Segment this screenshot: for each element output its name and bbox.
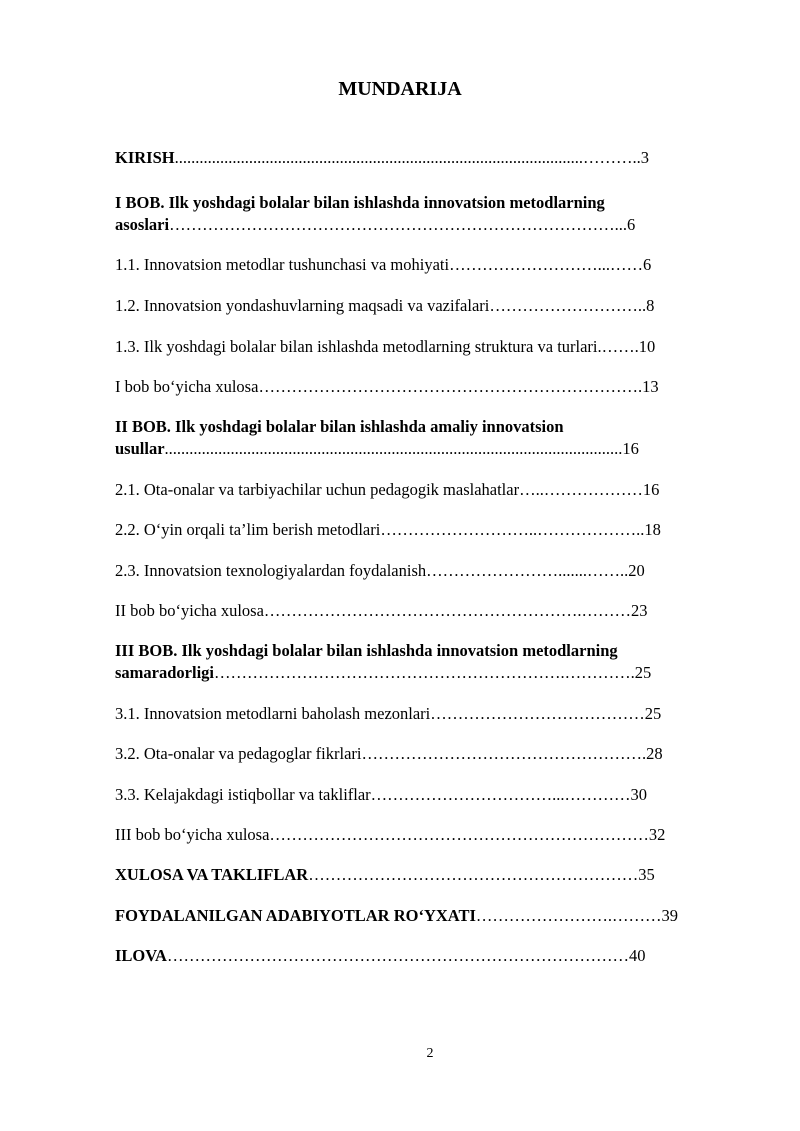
toc-entry-leader: …..………………16: [519, 480, 660, 499]
toc-entry-label: III BOB. Ilk yoshdagi bolalar bilan ishlashda innovatsion metodlarning: [115, 641, 618, 660]
toc-entry-appendix: [115, 945, 645, 967]
toc-entry-label: FOYDALANILGAN ADABIYOTLAR RO‘YXATI: [115, 906, 476, 925]
toc-entry-label: samaradorligi: [115, 663, 214, 682]
page-number: 2: [426, 1046, 434, 1061]
toc-entry-leader: ………………………………………………………………………...6: [169, 215, 636, 234]
toc-entry-leader: …………………………………………………………….13: [258, 377, 659, 396]
toc-entry-leader: ………………………………………………….………23: [263, 601, 648, 620]
toc-entry-leader: …………………………………………………………………………40: [166, 946, 646, 965]
page-title: MUNDARIJA: [338, 78, 462, 100]
toc-entry-chapter-1-summary: [115, 376, 659, 398]
toc-entry-label: 3.2. Ota-onalar va pedagoglar fikrlari: [115, 744, 362, 763]
toc-entry-leader: ………………………...……6: [449, 255, 652, 274]
toc-entry-leader: …….10: [601, 337, 656, 356]
toc-entry-label: KIRISH: [115, 148, 175, 167]
toc-entry-conclusion: [115, 864, 655, 886]
toc-entry-chapter-2: [115, 416, 564, 438]
toc-entry-label: 2.2. O‘yin orqali ta’lim berish metodlari: [115, 520, 381, 539]
toc-entry-label: XULOSA VA TAKLIFLAR: [115, 865, 309, 884]
toc-entry-label: 2.1. Ota-onalar va tarbiyachilar uchun pedagogik maslahatlar: [115, 480, 520, 499]
toc-entry-leader: ………………………..………………..18: [380, 520, 661, 539]
toc-entry-3-3: [115, 784, 647, 806]
toc-entry-label: 1.3. Ilk yoshdagi bolalar bilan ishlashda metodlarning struktura va turlari.: [115, 337, 602, 356]
toc-entry-label: 2.3. Innovatsion texnologiyalardan foydalanish: [115, 561, 427, 580]
toc-entry-kirish: [115, 147, 649, 169]
toc-entry-3-1: [115, 703, 661, 725]
toc-entry-label: 3.3. Kelajakdagi istiqbollar va takliflar: [115, 785, 371, 804]
toc-entry-label: usullar: [115, 439, 165, 458]
toc-entry-3-2: [115, 743, 663, 765]
toc-entry-1-2: [115, 295, 654, 317]
toc-entry-chapter-3: [115, 640, 618, 662]
toc-entry-leader: ……………………………………………………35: [308, 865, 655, 884]
toc-entry-label: 1.2. Innovatsion yondashuvlarning maqsadi va vazifalari: [115, 296, 490, 315]
toc-entry-chapter-1-cont: [115, 214, 635, 236]
toc-entry-2-1: [115, 479, 659, 501]
toc-entry-2-2: [115, 519, 661, 541]
toc-entry-label: III bob bo‘yicha xulosa: [115, 825, 270, 844]
toc-entry-chapter-2-summary: [115, 600, 648, 622]
toc-entry-label: 3.1. Innovatsion metodlarni baholash mezonlari: [115, 704, 431, 723]
toc-entry-leader: …………………………………25: [430, 704, 662, 723]
toc-entry-leader: …………………….......……..20: [426, 561, 645, 580]
toc-entry-1-3: [115, 336, 655, 358]
toc-entry-label: I bob bo‘yicha xulosa: [115, 377, 259, 396]
toc-entry-leader: …………………….………39: [475, 906, 679, 925]
toc-entry-label: I BOB. Ilk yoshdagi bolalar bilan ishlashda innovatsion metodlarning: [115, 193, 605, 212]
toc-entry-label: 1.1. Innovatsion metodlar tushunchasi va mohiyati: [115, 255, 450, 274]
toc-entry-references: [115, 905, 678, 927]
toc-entry-chapter-3-summary: [115, 824, 665, 846]
toc-entry-chapter-2-cont: [115, 438, 639, 460]
toc-entry-leader: ……………………………...…………30: [370, 785, 648, 804]
toc-entry-2-3: [115, 560, 645, 582]
toc-entry-leader: …………………………………………….28: [361, 744, 663, 763]
toc-entry-leader: ...................................................................................................………..3: [174, 148, 649, 167]
toc-entry-1-1: [115, 254, 651, 276]
toc-entry-label: ILOVA: [115, 946, 167, 965]
toc-entry-label: II bob bo‘yicha xulosa: [115, 601, 264, 620]
toc-entry-label: asoslari: [115, 215, 170, 234]
toc-entry-leader: ……………………………………………………………32: [269, 825, 666, 844]
toc-entry-leader: ……………………………………………………….………….25: [214, 663, 652, 682]
toc-entry-chapter-1: [115, 192, 605, 214]
toc-entry-leader: ...............................................................................................................16: [164, 439, 639, 458]
toc-entry-chapter-3-cont: [115, 662, 651, 684]
toc-entry-label: II BOB. Ilk yoshdagi bolalar bilan ishlashda amaliy innovatsion: [115, 417, 564, 436]
toc-entry-leader: ………………………..8: [489, 296, 655, 315]
